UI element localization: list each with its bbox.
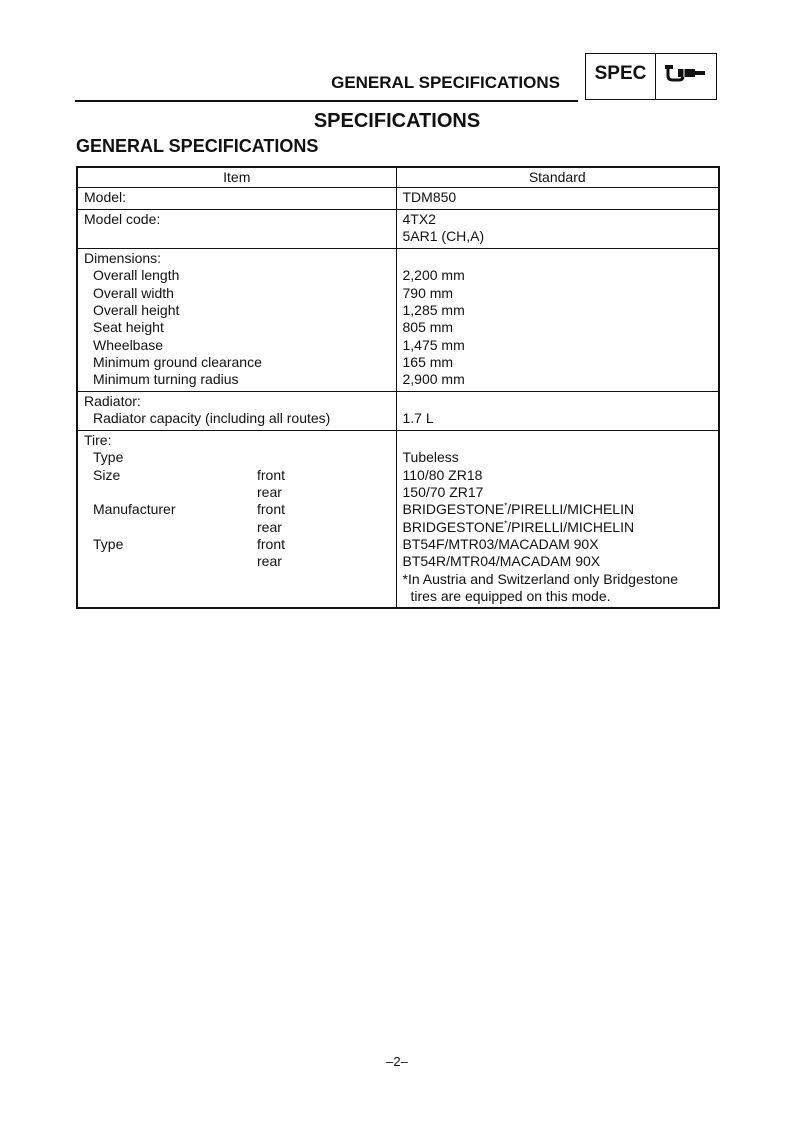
- table-row: [77, 391, 719, 431]
- dimension-value: 1,475 mm: [402, 336, 465, 353]
- brand-name: BRIDGESTONE: [402, 501, 505, 518]
- table-header-row: [77, 167, 719, 188]
- tire-values: [396, 431, 719, 608]
- column-header-standard: Standard: [396, 167, 719, 188]
- tire-manufacturer-label: Manufacturer: [93, 501, 176, 518]
- position-rear: rear: [257, 553, 282, 570]
- dimension-label: Seat height: [93, 319, 164, 336]
- tire-heading: Tire:: [84, 432, 112, 449]
- brand-others: /PIRELLI/MICHELIN: [507, 501, 635, 518]
- specifications-table: [76, 166, 720, 609]
- brand-name: BRIDGESTONE: [402, 518, 505, 535]
- table-row: [77, 249, 719, 391]
- page-number: –2–: [386, 1054, 408, 1069]
- model-code-value: 5AR1 (CH,A): [402, 227, 485, 244]
- dimension-label: Minimum ground clearance: [93, 353, 262, 370]
- position-front: front: [257, 535, 286, 552]
- micrometer-icon: [656, 54, 716, 99]
- dimension-label: Minimum turning radius: [93, 371, 239, 388]
- dimension-value: 2,900 mm: [402, 371, 465, 388]
- model-code-value: 4TX2: [402, 210, 436, 227]
- position-front: front: [257, 466, 286, 483]
- radiator-labels: [77, 391, 396, 431]
- dimension-value: 2,200 mm: [402, 267, 465, 284]
- table-row: [77, 188, 719, 209]
- tire-labels: [77, 431, 396, 608]
- tire-type-value: Tubeless: [402, 449, 459, 466]
- page-title: SPECIFICATIONS: [313, 110, 481, 132]
- tire-footnote-line1: *In Austria and Switzerland only Bridgestone: [402, 570, 678, 587]
- tire-type-label: Type: [93, 449, 124, 466]
- table-row: [77, 209, 719, 249]
- column-header-item: Item: [77, 167, 396, 188]
- tire-size-front: 110/80 ZR18: [402, 466, 483, 483]
- tire-manufacturer-rear: [403, 519, 713, 536]
- dimension-value: 1,285 mm: [402, 302, 465, 319]
- position-front: front: [257, 501, 286, 518]
- footnote-marker: *: [504, 501, 508, 511]
- radiator-heading: Radiator:: [84, 392, 141, 409]
- dimension-label: Overall height: [93, 302, 180, 319]
- tire-model-rear: BT54R/MTR04/MACADAM 90X: [402, 553, 601, 570]
- radiator-values: [396, 391, 719, 431]
- position-rear: rear: [257, 518, 282, 535]
- position-rear: rear: [257, 484, 282, 501]
- dimension-value: 790 mm: [402, 284, 454, 301]
- model-label: Model:: [77, 188, 396, 209]
- dimension-label: Overall length: [93, 267, 180, 284]
- spec-badge-label: SPEC: [586, 54, 656, 99]
- tire-footnote-line2: tires are equipped on this mode.: [410, 587, 611, 604]
- model-code-values: [396, 209, 719, 249]
- dimension-label: Wheelbase: [93, 336, 164, 353]
- model-value: TDM850: [396, 188, 719, 209]
- tire-manufacturer-front: [403, 501, 713, 518]
- radiator-capacity-label: Radiator capacity (including all routes): [93, 409, 331, 426]
- tire-model-label: Type: [93, 535, 124, 552]
- section-title: GENERAL SPECIFICATIONS: [76, 136, 319, 156]
- dimensions-heading: Dimensions:: [84, 250, 162, 267]
- tire-size-label: Size: [93, 466, 121, 483]
- tire-size-rear: 150/70 ZR17: [402, 484, 484, 501]
- model-code-heading: Model code:: [84, 210, 161, 227]
- dimension-value: 805 mm: [402, 319, 454, 336]
- tire-model-front: BT54F/MTR03/MACADAM 90X: [402, 535, 599, 552]
- header-rule: [75, 100, 578, 102]
- dimension-value: 165 mm: [402, 353, 454, 370]
- radiator-capacity-value: 1.7 L: [402, 409, 434, 426]
- dimensions-values: [396, 249, 719, 391]
- table-row: [77, 431, 719, 608]
- dimension-label: Overall width: [93, 284, 174, 301]
- model-code-label: [77, 209, 396, 249]
- spec-badge: [585, 53, 717, 100]
- footnote-marker: *: [504, 518, 508, 528]
- brand-others: /PIRELLI/MICHELIN: [507, 518, 635, 535]
- dimensions-labels: [77, 249, 396, 391]
- header-title: GENERAL SPECIFICATIONS: [331, 73, 560, 92]
